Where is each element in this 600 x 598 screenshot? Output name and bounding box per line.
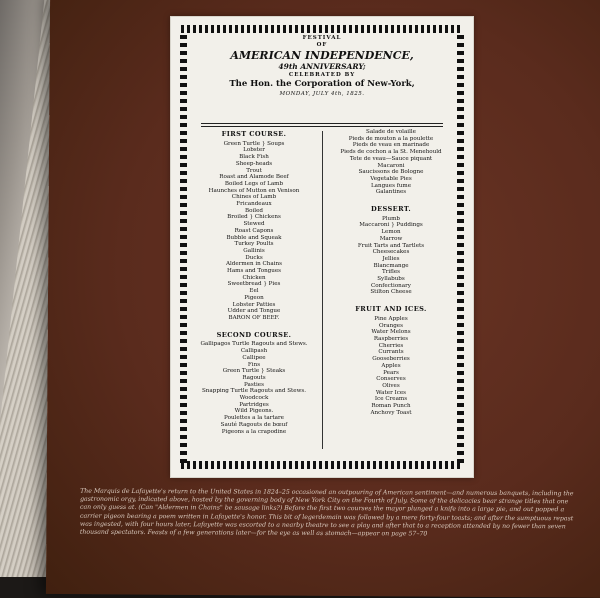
header-anniversary: 49th ANNIVERSARY; (278, 62, 366, 71)
menu-item: Trifles (381, 269, 401, 276)
menu-item: Vegetable Pies (370, 175, 412, 182)
header-rule-2 (201, 126, 443, 127)
menu-item: Gallinis (243, 247, 265, 254)
header-rule (201, 123, 443, 124)
menu-item: Oranges (379, 322, 403, 329)
menu-item: Fricandeaux (236, 201, 272, 208)
menu-item: Eel (249, 288, 259, 295)
menu-item: Pieds de cochon a la St. Menehould (340, 149, 442, 156)
menu-item: Ragouts (242, 374, 266, 381)
menu-item: Lobster Patties (232, 301, 276, 308)
menu-item: Boiled Legs of Lamb (224, 180, 284, 187)
menu-item: Lemon (381, 229, 401, 236)
menu-item: Green Turtle } Steaks (222, 368, 286, 375)
course-title: FIRST COURSE. (221, 130, 287, 138)
menu-item: Syllabubs (377, 276, 405, 283)
course-title: DESSERT. (370, 205, 412, 214)
ornamental-border-right (457, 31, 464, 463)
menu-item: Cherries (378, 342, 404, 349)
menu-header (191, 35, 453, 98)
menu-item: Bubble and Squeak (226, 234, 282, 241)
menu-item: Wild Pigeons. (234, 408, 274, 415)
menu-item: Tete de veau—Sauce piquant (349, 155, 433, 162)
header-corporation: The Hon. the Corporation of New-York, (229, 79, 415, 89)
menu-item: Woodcock (239, 395, 269, 402)
menu-item: Stilton Cheese (370, 289, 412, 296)
menu-column-left (189, 129, 319, 435)
menu-item: Trout (246, 167, 262, 174)
menu-item: Pasties (244, 381, 264, 388)
menu-item: Pigeon (244, 294, 264, 301)
column-divider (322, 131, 323, 449)
ornamental-border-bottom (181, 461, 463, 469)
menu-item: Stewed (243, 221, 265, 228)
menu-item: BARON OF BEEF. (228, 314, 280, 321)
course-title: FRUIT AND ICES. (355, 305, 427, 314)
menu-item: Sheep-heads (235, 160, 273, 167)
menu-item: Saucissons de Bologne (358, 169, 424, 176)
menu-item: Salade de volaille (366, 129, 416, 135)
menu-item: Turkey Poults (234, 241, 274, 248)
menu-item: Gallipagos Turtle Ragouts and Stews. (200, 341, 308, 348)
menu-item: Confectionary (371, 282, 411, 289)
menu-item: Pigeons a la crapodine (221, 428, 287, 435)
menu-item: Raspberries (373, 335, 409, 342)
menu-item: Gooseberries (372, 356, 410, 363)
menu-item: Boiled (245, 207, 263, 214)
menu-item: Olives (382, 382, 400, 389)
menu-item: Chines of Lamb (231, 194, 277, 201)
menu-item: Pieds de mouton a la poulette (348, 135, 434, 142)
menu-item: Pine Apples (374, 315, 408, 322)
menu-item: Water Ices (375, 389, 407, 396)
menu-item: Ice Creams (374, 396, 408, 403)
menu-item: Currants (378, 349, 404, 356)
menu-item: Lobster (243, 147, 265, 154)
menu-item: Roman Punch (371, 403, 411, 410)
menu-column-right (326, 129, 456, 416)
menu-item: Jellies (382, 255, 400, 262)
menu-item: Maccaroni } Puddings (359, 222, 423, 229)
header-line-festival: FESTIVAL (302, 35, 342, 41)
menu-item: Galantines (375, 189, 407, 196)
menu-item: Pears (383, 369, 399, 376)
menu-item: Broiled } Chickens (227, 214, 281, 221)
menu-item: Snapping Turtle Ragouts and Stews. (201, 388, 307, 395)
menu-item: Ducks (245, 254, 263, 261)
header-title: AMERICAN INDEPENDENCE, (230, 49, 414, 62)
menu-item: Fruit Tarts and Tartlets (357, 242, 425, 249)
menu-item: Callipash (240, 348, 268, 355)
ornamental-border-top (181, 25, 463, 33)
photo-caption: The Marquis de Lafayette's return to the United States in 1824–25 occasioned an outpouring of American sentiment—and numerous banquets, including the gastronomic orgy, indicated above, hosted by the governing body of New York City on the Fourth of July. Some of the delicacies bear strange titles that one can only guess at. (Can "Aldermen in Chains" be sausage links?) Before the first two courses the mayor plunged a knife into a large pie, and out popped a carrier pigeon bearing a poem written in Lafayette's honor. This bit of legerdemain was followed by a mere forty-four toasts; and after the sumptuous repast was ingested, with four hours later, Lafayette was escorted to a nearby theatre to see a play and after that to a reception attended by no fewer than seven thousand spectators. Feasts of a few generations later—for the eye as well as stomach—appear on page 57–70 (79, 487, 574, 538)
menu-item: Fins (247, 361, 261, 368)
menu-item: Cheesecakes (372, 249, 410, 256)
menu-item: Plumb (381, 215, 401, 222)
menu-item: Roast Capons (234, 227, 274, 234)
menu-item: Apples (381, 362, 401, 369)
menu-item: Langues fume (370, 182, 412, 189)
menu-item: Chicken (242, 274, 266, 281)
menu-item: Anchovy Toast (370, 409, 412, 416)
menu-item: Poulettes a la tartare (224, 415, 284, 422)
menu-item: Haunches of Mutton en Venison (208, 187, 300, 194)
menu-card (170, 16, 474, 478)
menu-item: Callipee (242, 354, 266, 361)
course-title: SECOND COURSE. (216, 330, 292, 339)
section-gap (326, 296, 456, 304)
menu-item: Blancmange (373, 262, 409, 269)
menu-item: Partridges (239, 401, 269, 408)
header-celebrated: CELEBRATED BY (288, 72, 356, 78)
menu-item: Sauté Ragouts de bœuf (220, 421, 288, 428)
menu-item: Marrow (379, 235, 403, 242)
menu-item: Hams and Tongues (226, 268, 282, 275)
header-date: MONDAY, JULY 4th, 1825. (279, 91, 365, 97)
menu-item: Conserves (376, 376, 406, 383)
menu-item: Black Fish (239, 154, 269, 161)
menu-item: Water Melons (371, 329, 411, 336)
menu-item: Aldermen in Chains (225, 261, 283, 268)
menu-item: Green Turtle } Soups (223, 140, 285, 147)
ornamental-border-left (180, 31, 187, 463)
menu-item: Sweetbread } Pies (227, 281, 281, 288)
section-gap (326, 196, 456, 204)
header-line-of: OF (316, 42, 328, 48)
menu-item: Pieds de veau en marinade (352, 142, 430, 149)
menu-item: Macaroni (377, 162, 405, 169)
section-gap (189, 322, 319, 330)
menu-item: Roast and Alamode Beef (219, 174, 289, 181)
menu-item: Udder and Tongue (227, 308, 281, 315)
